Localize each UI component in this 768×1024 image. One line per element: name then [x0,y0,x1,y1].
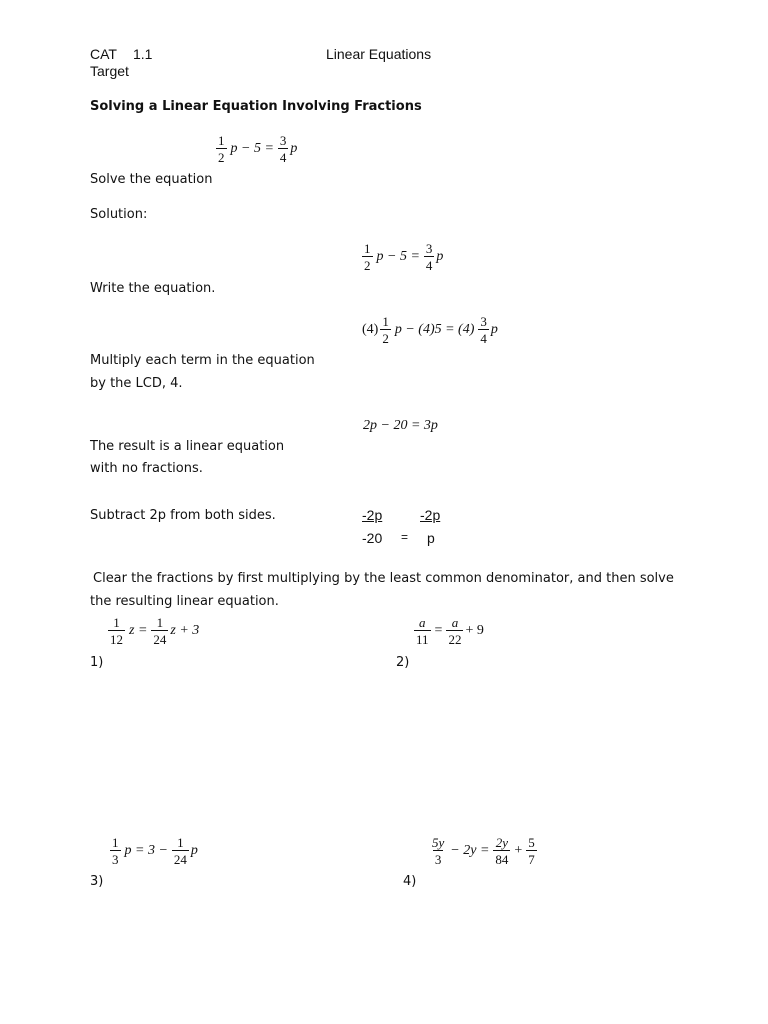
equation-variable: p [290,141,298,156]
multiply-step-text-2: by the LCD, 4. [90,376,183,391]
equation-variable: p [436,249,444,264]
frac-denominator: 2 [218,150,225,165]
frac-numerator: 2y [495,835,509,850]
section-number: 1.1 [133,46,153,62]
write-step-text: Write the equation. [90,281,216,296]
frac-numerator: 1 [177,835,184,850]
subtract-left: -2p [362,507,383,523]
equation-tail: z + 3 [170,623,200,638]
target-label: Target [90,63,129,79]
equation-plus: + [514,843,523,858]
equation-middle: p − 5 = [230,141,274,156]
problem-3-label: 3) [90,874,104,889]
result-step-text-1: The result is a linear equation [90,439,285,454]
frac-numerator: 1 [112,835,119,850]
subtract-step-text: Subtract 2p from both sides. [90,508,276,523]
topic-title: Linear Equations [326,46,432,62]
frac-denominator: 24 [153,632,167,647]
course-code: CAT [90,46,117,62]
frac-denominator: 4 [480,331,487,346]
problem-2-label: 2) [396,655,410,670]
equation-middle: p − (4)5 = (4) [394,322,475,337]
final-equals: = [401,530,409,544]
equation-tail: p [190,843,198,858]
problem-2-equation [412,616,484,646]
frac-denominator: 3 [434,852,442,867]
equation-middle: z = [129,623,148,638]
problem-1-equation [106,616,199,646]
equation-variable: p [490,322,498,337]
frac-numerator: 3 [480,314,487,329]
page-title: Solving a Linear Equation Involving Fractions [90,99,422,114]
frac-denominator: 7 [528,852,535,867]
final-left: -20 [362,530,383,546]
frac-denominator: 84 [495,852,509,867]
equation-middle: = [434,623,443,638]
frac-denominator: 2 [382,331,389,346]
equation-middle: − 2y = [450,843,490,858]
step-multiply-equation [362,315,498,345]
subtract-right: -2p [420,507,441,523]
solve-instruction: Solve the equation [90,172,213,187]
frac-numerator: 1 [218,133,225,148]
result-step-text-2: with no fractions. [90,461,203,476]
instructions-line-1: Clear the fractions by first multiplying by the least common denominator, and then solve [93,571,674,586]
problem-3-equation [108,836,198,866]
frac-numerator: a [451,615,459,630]
example-equation [214,134,297,164]
frac-denominator: 22 [448,632,462,647]
frac-numerator: 3 [279,133,287,148]
problem-4-label: 4) [403,874,417,889]
solution-label: Solution: [90,207,148,222]
multiplier: (4) [362,322,379,337]
multiply-step-text-1: Multiply each term in the equation [90,353,315,368]
frac-numerator: 1 [156,615,164,630]
frac-denominator: 4 [279,150,287,165]
result-equation-text: 2p − 20 = 3p [363,418,438,433]
frac-denominator: 4 [425,258,433,273]
instructions-line-2: the resulting linear equation. [90,594,279,609]
frac-numerator: 5y [432,835,445,850]
frac-numerator: 1 [382,314,389,329]
step-result-equation [363,418,438,434]
frac-numerator: a [419,615,426,630]
frac-denominator: 24 [173,852,187,867]
equation-middle: p − 5 = [376,249,420,264]
equation-tail: + 9 [465,623,484,638]
frac-denominator: 3 [112,852,119,867]
step-write-equation [360,242,443,272]
frac-numerator: 3 [425,241,433,256]
frac-denominator: 11 [416,632,429,647]
final-right: p [427,530,435,546]
equation-middle: p = 3 − [124,843,168,858]
frac-numerator: 1 [113,615,120,630]
frac-denominator: 2 [364,258,371,273]
frac-denominator: 12 [110,632,123,647]
problem-4-equation [428,836,539,866]
frac-numerator: 1 [364,241,371,256]
problem-1-label: 1) [90,655,104,670]
frac-numerator: 5 [528,835,535,850]
